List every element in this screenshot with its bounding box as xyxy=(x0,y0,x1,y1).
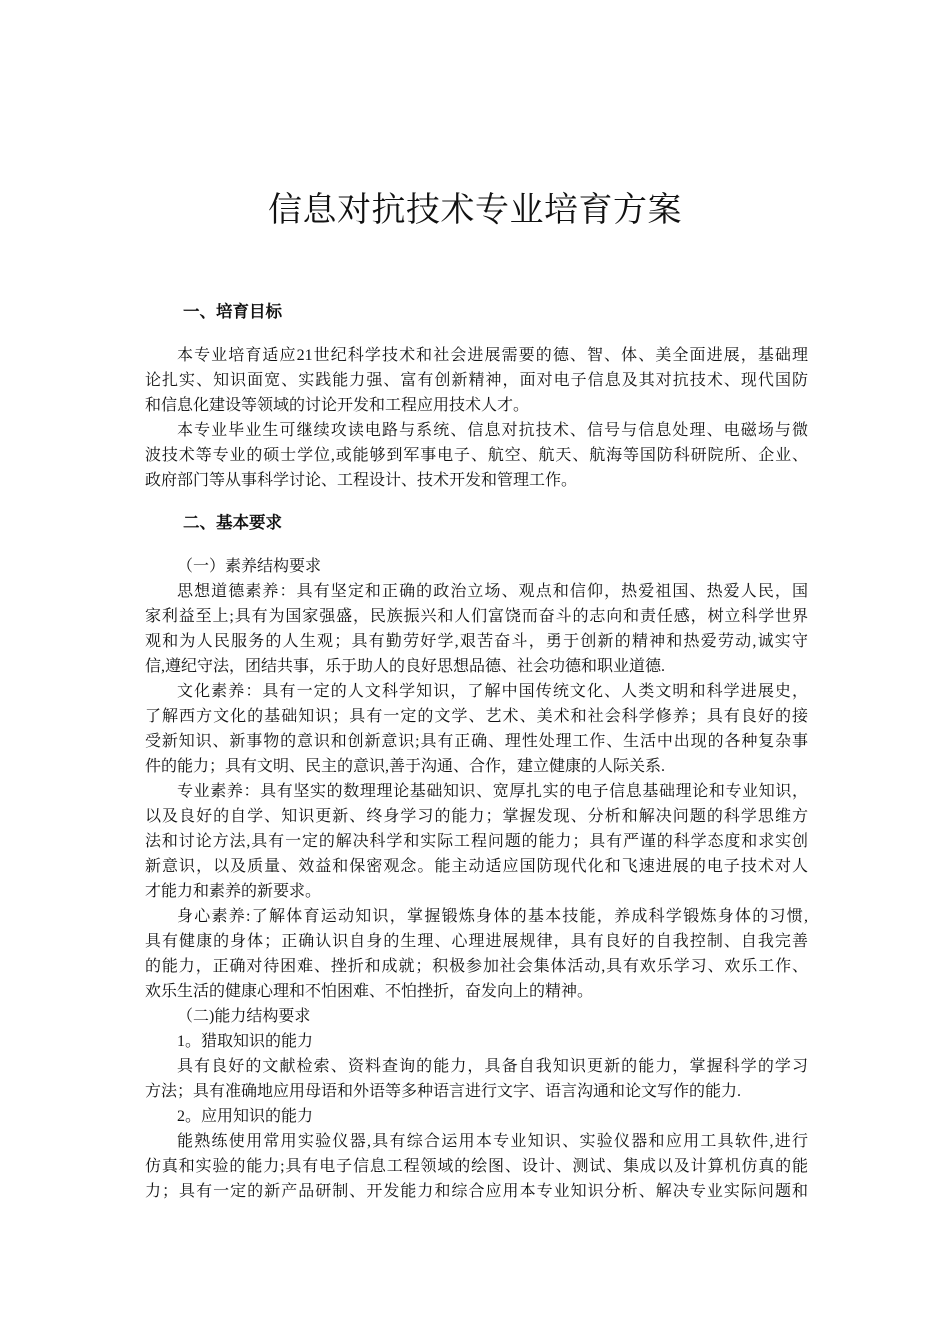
paragraph-goal-2 xyxy=(145,418,808,493)
paragraph-physical-mental-quality xyxy=(145,904,808,1004)
text-line: 仿真和实验的能力;具有电子信息工程领域的绘图、设计、测试、集成以及计算机仿真的能 xyxy=(145,1158,808,1175)
text-line: 方法；具有准确地应用母语和外语等多种语言进行文字、语言沟通和论文写作的能力. xyxy=(145,1083,742,1100)
text-line: 具有良好的文献检索、资料查询的能力，具备自我知识更新的能力，掌握科学的学习 xyxy=(177,1058,808,1075)
text-line: 力；具有一定的新产品研制、开发能力和综合应用本专业知识分析、解决专业实际问题和 xyxy=(145,1183,808,1200)
text-line: 了解西方文化的基础知识；具有一定的文学、艺术、美术和社会科学修养；具有良好的接 xyxy=(145,708,808,725)
text-line: 才能力和素养的新要求。 xyxy=(145,883,322,900)
text-line: 以及良好的自学、知识更新、终身学习的能力；掌握发现、分析和解决问题的科学思维方 xyxy=(145,808,808,825)
text-line: 本专业毕业生可继续攻读电路与系统、信息对抗技术、信号与信息处理、电磁场与微 xyxy=(177,422,808,439)
text-line: 论扎实、知识面宽、实践能力强、富有创新精神，面对电子信息及其对抗技术、现代国防 xyxy=(145,372,808,389)
text-line: 本专业培育适应21世纪科学技术和社会进展需要的德、智、体、美全面进展，基础理 xyxy=(177,347,808,364)
subsection-heading-quality: （一）素养结构要求 xyxy=(177,558,322,575)
text-line: 政府部门等从事科学讨论、工程设计、技术开发和管理工作。 xyxy=(145,472,578,489)
text-line: 新意识，以及质量、效益和保密观念。能主动适应国防现代化和飞速进展的电子技术对人 xyxy=(145,858,808,875)
text-line: 欢乐生活的健康心理和不怕困难、不怕挫折，奋发向上的精神。 xyxy=(145,983,594,1000)
text-line: 思想道德素养：具有坚定和正确的政治立场、观点和信仰，热爱祖国、热爱人民，国 xyxy=(177,583,808,600)
text-line: 具有健康的身体；正确认识自身的生理、心理进展规律，具有良好的自我控制、自我完善 xyxy=(145,933,808,950)
document-title: 信息对抗技术专业培育方案 xyxy=(268,190,682,230)
paragraph-acquire-knowledge xyxy=(145,1054,808,1104)
text-line: 法和讨论方法,具有一定的解决科学和实际工程问题的能力；具有严谨的科学态度和求实创 xyxy=(145,833,808,850)
item-title-acquire-knowledge: 1。猎取知识的能力 xyxy=(177,1033,314,1050)
text-line: 信,遵纪守法，团结共事，乐于助人的良好思想品德、社会功德和职业道德. xyxy=(145,658,666,675)
text-line: 和信息化建设等领域的讨论开发和工程应用技术人才。 xyxy=(145,397,530,414)
subsection-heading-ability: （二)能力结构要求 xyxy=(177,1008,311,1025)
paragraph-cultural-quality xyxy=(145,679,808,779)
paragraph-goal-1 xyxy=(145,343,808,418)
paragraph-professional-quality xyxy=(145,779,808,904)
section-heading-requirements: 二、基本要求 xyxy=(183,513,282,532)
text-line: 波技术等专业的硕士学位,或能够到军事电子、航空、航天、航海等国防科研院所、企业、 xyxy=(145,447,808,464)
text-line: 身心素养:了解体育运动知识，掌握锻炼身体的基本技能，养成科学锻炼身体的习惯, xyxy=(177,908,808,925)
text-line: 受新知识、新事物的意识和创新意识;具有正确、理性处理工作、生活中出现的各种复杂事 xyxy=(145,733,808,750)
text-line: 观和为人民服务的人生观；具有勤劳好学,艰苦奋斗，勇于创新的精神和热爱劳动,诚实守 xyxy=(145,633,808,650)
item-title-apply-knowledge: 2。应用知识的能力 xyxy=(177,1108,314,1125)
text-line: 家利益至上;具有为国家强盛，民族振兴和人们富饶而奋斗的志向和责任感，树立科学世界 xyxy=(145,608,808,625)
document-body xyxy=(145,299,808,1204)
paragraph-apply-knowledge xyxy=(145,1129,808,1204)
text-line: 文化素养：具有一定的人文科学知识，了解中国传统文化、人类文明和科学进展史， xyxy=(177,683,808,700)
text-line: 件的能力；具有文明、民主的意识,善于沟通、合作，建立健康的人际关系. xyxy=(145,758,666,775)
paragraph-moral-quality xyxy=(145,579,808,679)
text-line: 专业素养：具有坚实的数理理论基础知识、宽厚扎实的电子信息基础理论和专业知识， xyxy=(177,783,808,800)
text-line: 能熟练使用常用实验仪器,具有综合运用本专业知识、实验仪器和应用工具软件,进行 xyxy=(177,1133,808,1150)
text-line: 的能力，正确对待困难、挫折和成就；积极参加社会集体活动,具有欢乐学习、欢乐工作、 xyxy=(145,958,808,975)
section-heading-goal: 一、培育目标 xyxy=(183,302,282,321)
